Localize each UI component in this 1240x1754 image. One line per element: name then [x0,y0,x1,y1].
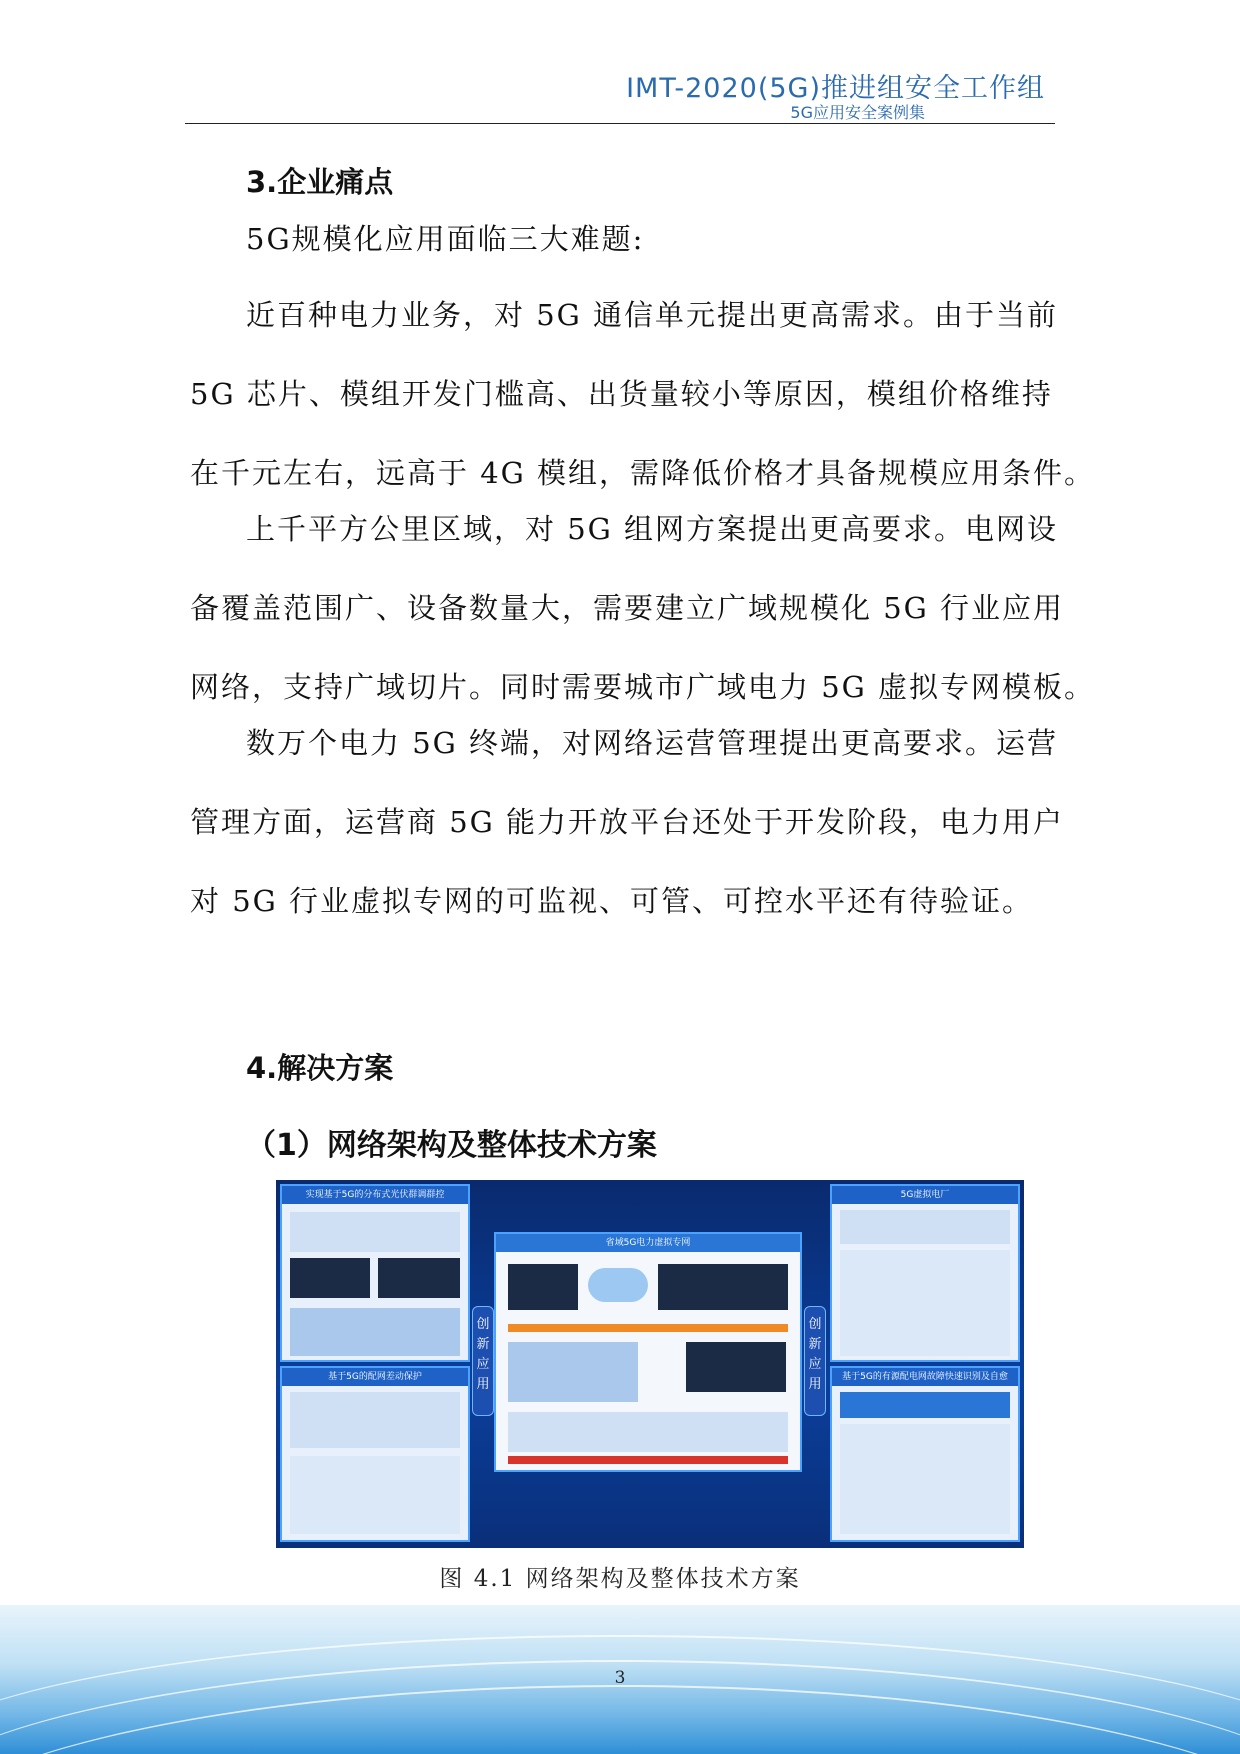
diagram-block [290,1456,460,1534]
panel-title: 基于5G的配网差动保护 [282,1368,468,1386]
diagram-block [290,1308,460,1356]
text-block [290,1392,460,1448]
diagram-block [840,1424,1010,1534]
text-block [290,1212,460,1252]
device-row [508,1412,788,1452]
paragraph-1 [190,276,1096,513]
photo-block [378,1258,460,1298]
paragraph-line: 在千元左右，远高于 4G 模组，需降低价格才具备规模应用条件。 [190,456,1096,490]
backbone-line [508,1324,788,1332]
baseline-bar [508,1456,788,1464]
panel-title: 基于5G的有源配电网故障快速识别及自愈 [832,1368,1018,1386]
panel-fault-recovery [830,1366,1020,1542]
panel-title: 实现基于5G的分布式光伏群调群控 [282,1186,468,1204]
panel-virtual-private-network [494,1232,802,1472]
architecture-figure [276,1180,1024,1548]
page-number: 3 [614,1668,626,1688]
cloud-icon [588,1268,648,1302]
panel-title: 5G虚拟电厂 [832,1186,1018,1204]
diagram-block [840,1250,1010,1356]
paragraph-line: 备覆盖范围广、设备数量大，需要建立广域规模化 5G 行业应用 [190,591,1065,625]
photo-block [290,1258,370,1298]
paragraph-line: 上千平方公里区域，对 5G 组网方案提出更高要求。电网设 [246,512,1059,546]
screen-block [658,1264,788,1310]
network-block [508,1342,638,1402]
header-title: IMT-2020(5G)推进组安全工作组 [626,73,1045,104]
panel-pv-control [280,1184,470,1362]
paragraph-line: 5G 芯片、模组开发门槛高、出货量较小等原因，模组价格维持 [190,377,1053,411]
screen-block [686,1342,786,1392]
section-3-intro [246,200,1106,279]
figure-caption: 图 4.1 网络架构及整体技术方案 [439,1566,801,1592]
innovation-tag-left: 创新应用 [472,1306,494,1416]
section-4-title: 4.解决方案 [246,1051,394,1085]
section-3-title: 3.企业痛点 [246,165,394,199]
page-header [185,60,1055,124]
paragraph-line: 管理方面，运营商 5G 能力开放平台还处于开发阶段，电力用户 [190,805,1065,839]
highlight-block [840,1392,1010,1418]
paragraph-line: 数万个电力 5G 终端，对网络运营管理提出更高要求。运营 [246,726,1059,760]
paragraph-line: 网络，支持广域切片。同时需要城市广域电力 5G 虚拟专网模板。 [190,670,1096,704]
section-4-subtitle: （1）网络架构及整体技术方案 [246,1128,657,1163]
panel-differential-protection [280,1366,470,1542]
panel-title: 省域5G电力虚拟专网 [496,1234,800,1252]
intro-line: 5G规模化应用面临三大难题: [246,222,645,256]
paragraph-2 [190,490,1096,727]
header-subtitle: 5G应用安全案例集 [790,103,925,122]
panel-virtual-power-plant [830,1184,1020,1362]
paragraph-line: 近百种电力业务，对 5G 通信单元提出更高需求。由于当前 [246,298,1059,332]
text-block [840,1210,1010,1244]
innovation-tag-right: 创新应用 [804,1306,826,1416]
screen-block [508,1264,578,1310]
paragraph-3 [190,704,1065,941]
paragraph-line: 对 5G 行业虚拟专网的可监视、可管、可控水平还有待验证。 [190,884,1034,918]
